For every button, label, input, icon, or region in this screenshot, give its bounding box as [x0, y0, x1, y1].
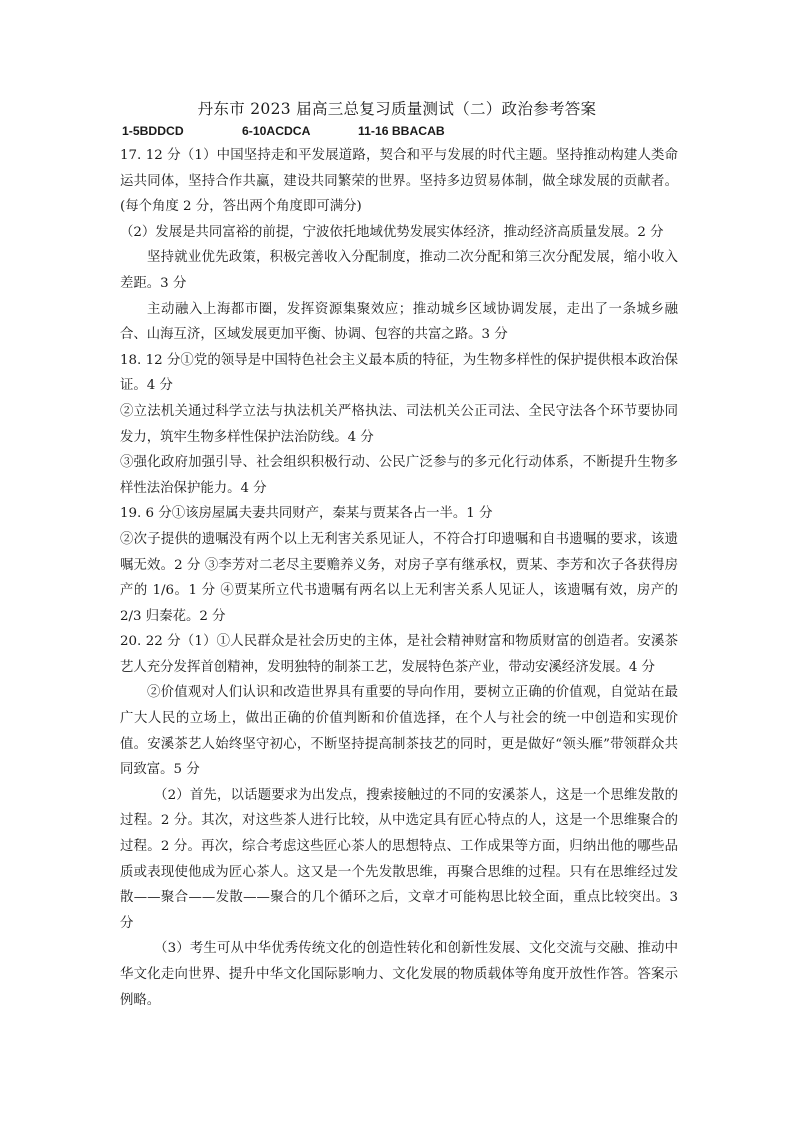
- answer-17-part-2-point-2: 坚持就业优先政策，积极完善收入分配制度，推动二次分配和第三次分配发展，缩小收入差距。3 分: [120, 250, 678, 291]
- answer-18-point-2: ②立法机关通过科学立法与执法机关严格执法、司法机关公正司法、全民守法各个环节要协同发力，筑牢生物多样性保护法治防线。4 分: [120, 403, 678, 445]
- answer-18-point-3: ③强化政府加强引导、社会组织积极行动、公民广泛参与的多元化行动体系，不断提升生物多样性法治保护能力。4 分: [120, 455, 678, 496]
- choice-answers-6-10: 6-10ACDCA: [242, 124, 311, 138]
- multiple-choice-answers: [122, 121, 682, 141]
- answer-20-part-1-point-2: ②价值观对人们认识和改造世界具有重要的导向作用，要树立正确的价值观，自觉站在最广大人民的立场上，做出正确的价值判断和价值选择，在个人与社会的统一中创造和实现价值。安溪茶艺人始终坚守初心，不断坚持提高制茶技艺的同时，更是做好“领头雁”带领群众共同致富。5 分: [120, 685, 678, 778]
- answer-20-part-1-point-1: 20. 22 分（1）①人民群众是社会历史的主体，是社会精神财富和物质财富的创造者。安溪茶艺人充分发挥首创精神，发明独特的制茶工艺，发展特色茶产业，带动安溪经济发展。4 分: [120, 634, 678, 675]
- answer-20-part-3: （3）考生可从中华优秀传统文化的创造性转化和创新性发展、文化交流与交融、推动中华文化走向世界、提升中华文化国际影响力、文化发展的物质载体等角度开放性作答。答案示例略。: [120, 941, 678, 1008]
- document-title: 丹东市 2023 届高三总复习质量测试（二）政治参考答案: [197, 100, 597, 118]
- answer-18-point-1: 18. 12 分①党的领导是中国特色社会主义最本质的特征，为生物多样性的保护提供根本政治保证。4 分: [120, 352, 678, 394]
- choice-answers-1-5: 1-5BDDCD: [122, 124, 184, 138]
- answer-body: [120, 143, 678, 1013]
- answer-19-points-2-4: ②次子提供的遗嘱没有两个以上无利害关系见证人，不符合打印遗嘱和自书遗嘱的要求，该遗嘱无效。2 分 ③李芳对二老尽主要赡养义务，对房子享有继承权，贾某、李芳和次子各获得房产的 1/6。1 分 ④贾某所立代书遗嘱有两名以上无利害关系人见证人，该遗嘱有效，房产的 2/3 归秦花。2 分: [120, 531, 678, 624]
- answer-19-point-1: 19. 6 分①该房屋属夫妻共同财产，秦某与贾某各占一半。1 分: [120, 506, 493, 522]
- answer-17-part-2-point-3: 主动融入上海都市圈，发挥资源集聚效应；推动城乡区域协调发展，走出了一条城乡融合、山海互济，区域发展更加平衡、协调、包容的共富之路。3 分: [120, 301, 678, 343]
- choice-answers-11-16: 11-16 BBACAB: [358, 124, 445, 138]
- answer-17-part-1: 17. 12 分（1）中国坚持走和平发展道路，契合和平与发展的时代主题。坚持推动构建人类命运共同体，坚持合作共赢，建设共同繁荣的世界。坚持多边贸易体制，做全球发展的贡献者。(每个角度 2 分，答出两个角度即可满分): [120, 148, 678, 215]
- answer-20-part-2: （2）首先，以话题要求为出发点，搜索接触过的不同的安溪茶人，这是一个思维发散的过程。2 分。其次，对这些茶人进行比较，从中选定具有匠心特点的人，这是一个思维聚合的过程。2 分。再次，综合考虑这些匠心茶人的思想特点、工作成果等方面，归纳出他的哪些品质或表现使他成为匠心茶人。这又是一个先发散思维，再聚合思维的过程。只有在思维经过发散——聚合——发散——聚合的几个循环之后，文章才可能构思比较全面，重点比较突出。3 分: [120, 787, 678, 931]
- answer-17-part-2: （2）发展是共同富裕的前提，宁波依托地域优势发展实体经济，推动经济高质量发展。2 分: [120, 224, 664, 240]
